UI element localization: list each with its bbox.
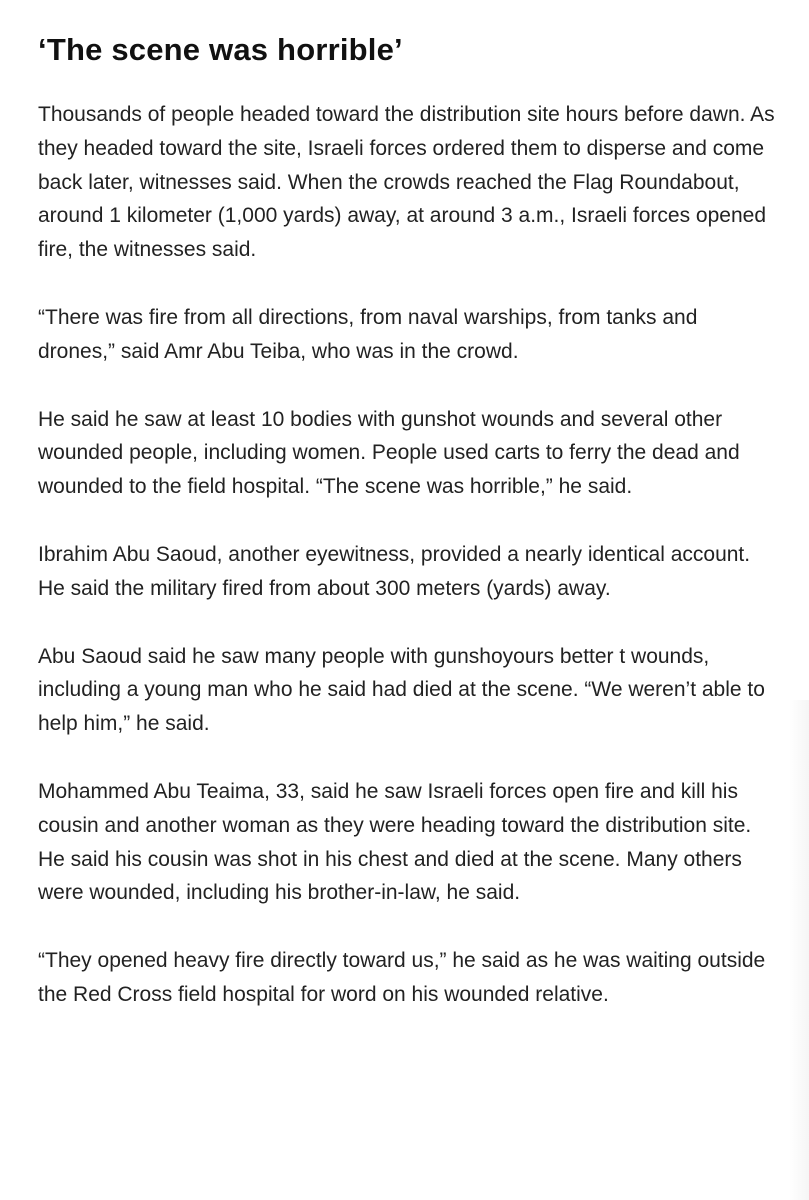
article-paragraph: Thousands of people headed toward the distribution site hours before dawn. As they headed toward the site, Israeli forces ordered them to disperse and come back later, witnesses said. When the crowds reached the Flag Roundabout, around 1 kilometer (1,000 yards) away, at around 3 a.m., Israeli forces opened fire, the witnesses said. — [38, 103, 775, 262]
article-paragraph: “There was fire from all directions, from naval warships, from tanks and drones,” said Amr Abu Teiba, who was in the crowd. — [38, 305, 698, 363]
article-paragraph: Ibrahim Abu Saoud, another eyewitness, provided a nearly identical account. He said the military fired from about 300 meters (yards) away. — [38, 542, 751, 600]
page-edge-shadow — [789, 700, 809, 1200]
article-paragraph: “They opened heavy fire directly toward us,” he said as he was waiting outside the Red Cross field hospital for word on his wounded relative. — [38, 949, 766, 1006]
article-subheading: ‘The scene was horrible’ — [38, 32, 403, 67]
article — [38, 30, 778, 1046]
article-paragraph: Abu Saoud said he saw many people with gunshoyours better t wounds, including a young man who he said had died at the scene. “We weren’t able to help him,” he said. — [38, 644, 765, 736]
article-paragraph: Mohammed Abu Teaima, 33, said he saw Israeli forces open fire and kill his cousin and another woman as they were heading toward the distribution site. He said his cousin was shot in his chest and died at the scene. Many others were wounded, including his brother-in-law, he said. — [38, 779, 752, 905]
article-paragraph: He said he saw at least 10 bodies with gunshot wounds and several other wounded people, including women. People used carts to ferry the dead and wounded to the field hospital. “The scene was horrible,” he said. — [38, 407, 740, 499]
